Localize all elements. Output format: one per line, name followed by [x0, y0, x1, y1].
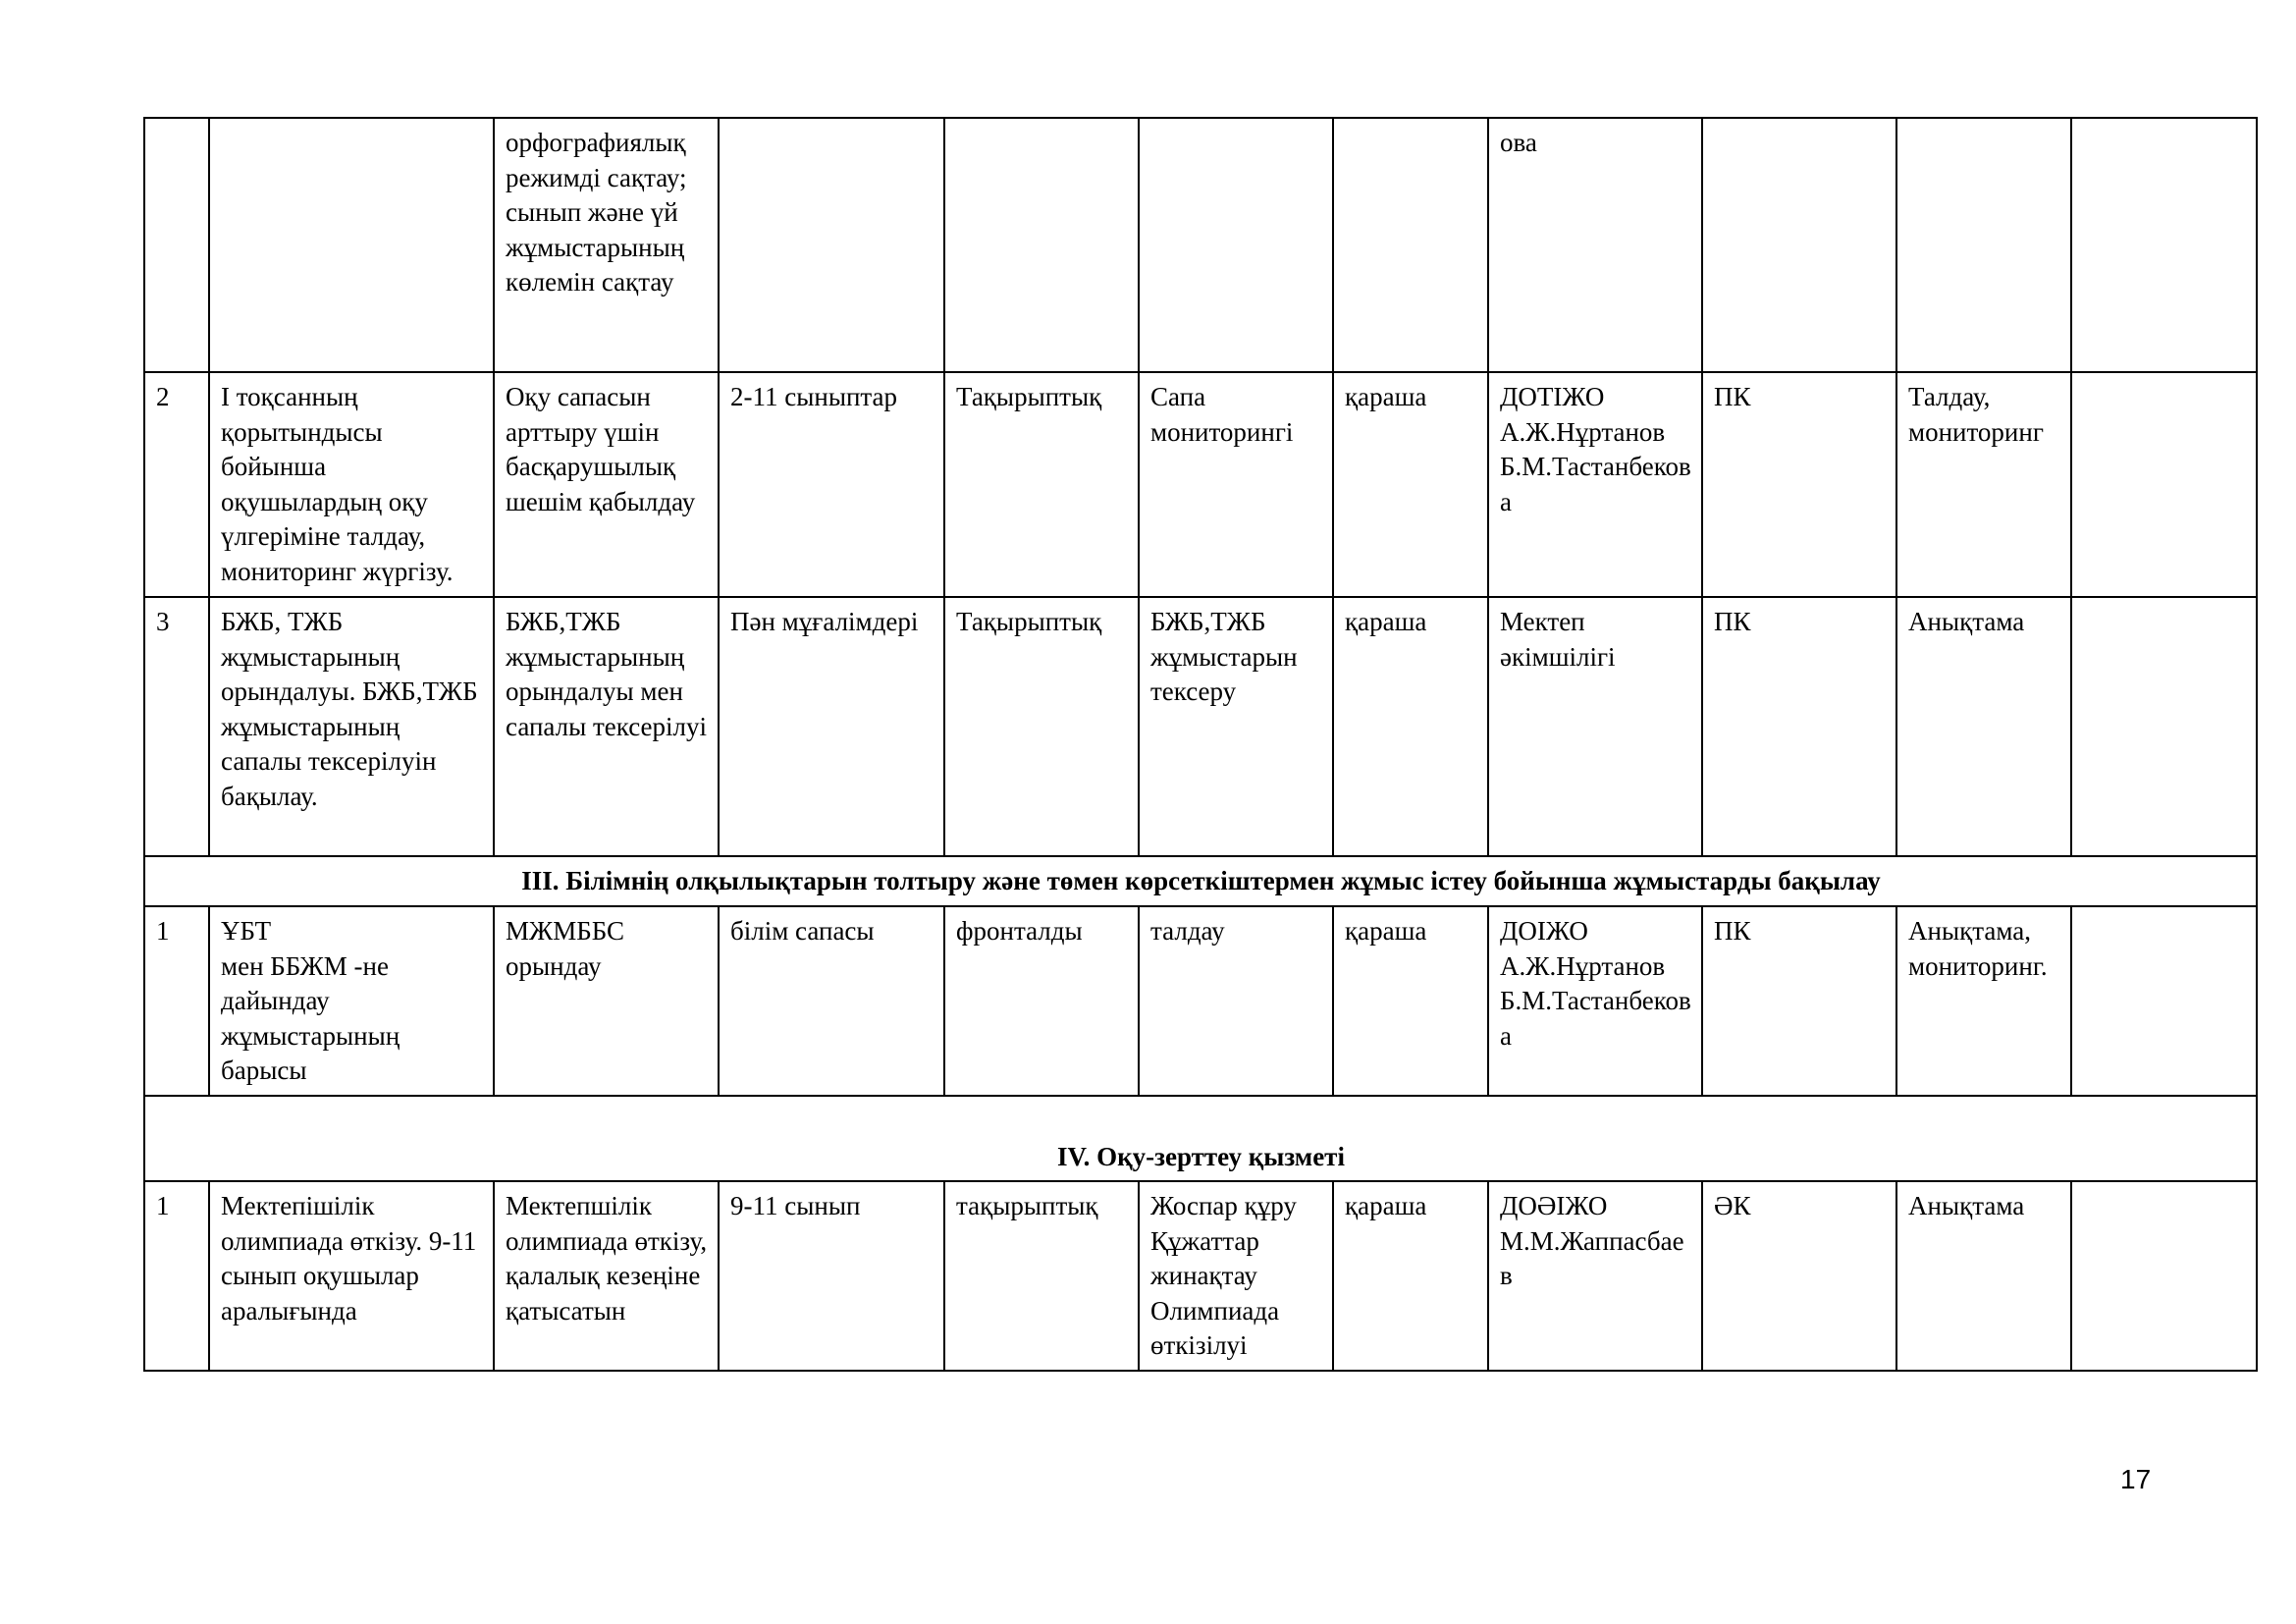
cell-object: Пән мұғалімдері: [719, 597, 944, 856]
cell-extra: [2071, 1181, 2257, 1371]
cell-goal: БЖБ,ТЖБ жұмыстарының орындалуы мен сапалы тексерілуі: [494, 597, 719, 856]
cell-result: Анықтама: [1896, 597, 2071, 856]
table-row: [144, 597, 2257, 856]
cell-responsible: ДОӘІЖО М.М.Жаппасбаев: [1488, 1181, 1702, 1371]
cell-responsible: ДОІЖО А.Ж.Нұртанов Б.М.Тастанбекова: [1488, 906, 1702, 1096]
cell-responsible: ДОТІЖО А.Ж.Нұртанов Б.М.Тастанбекова: [1488, 372, 1702, 597]
cell-topic: Мектепішілік олимпиада өткізу. 9-11 сынып оқушылар аралығында: [209, 1181, 494, 1371]
cell-type: фронталды: [944, 906, 1139, 1096]
cell-extra: [2071, 118, 2257, 372]
cell-type: Тақырыптық: [944, 597, 1139, 856]
cell-result: Талдау, мониторинг: [1896, 372, 2071, 597]
table-row: [144, 1181, 2257, 1371]
cell-method: Сапа мониторингі: [1139, 372, 1333, 597]
cell-topic: ҰБТ мен ББЖМ -не дайындау жұмыстарының барысы: [209, 906, 494, 1096]
cell-number: [144, 118, 209, 372]
cell-object: 2-11 сыныптар: [719, 372, 944, 597]
cell-method: Жоспар құру Құжаттар жинақтау Олимпиада өткізілуі: [1139, 1181, 1333, 1371]
table-row: [144, 118, 2257, 372]
cell-venue: ПК: [1702, 906, 1896, 1096]
cell-method: БЖБ,ТЖБ жұмыстарын тексеру: [1139, 597, 1333, 856]
cell-number: 1: [144, 1181, 209, 1371]
cell-goal: орфографиялық режимді сақтау; сынып және үй жұмыстарының көлемін сақтау: [494, 118, 719, 372]
section-heading: ІV. Оқу-зерттеу қызметі: [144, 1096, 2257, 1181]
cell-topic: І тоқсанның қорытындысы бойынша оқушылардың оқу үлгеріміне талдау, мониторинг жүргізу.: [209, 372, 494, 597]
cell-result: Анықтама: [1896, 1181, 2071, 1371]
section-row: [144, 856, 2257, 906]
cell-object: [719, 118, 944, 372]
cell-number: 3: [144, 597, 209, 856]
cell-method: талдау: [1139, 906, 1333, 1096]
cell-date: қараша: [1333, 906, 1488, 1096]
cell-venue: ӘК: [1702, 1181, 1896, 1371]
table-row: [144, 906, 2257, 1096]
cell-result: [1896, 118, 2071, 372]
cell-date: қараша: [1333, 372, 1488, 597]
cell-type: тақырыптық: [944, 1181, 1139, 1371]
cell-date: қараша: [1333, 1181, 1488, 1371]
section-heading: ІІІ. Білімнің олқылықтарын толтыру және төмен көрсеткіштермен жұмыс істеу бойынша жұмыстарды бақылау: [144, 856, 2257, 906]
cell-extra: [2071, 597, 2257, 856]
cell-venue: [1702, 118, 1896, 372]
cell-number: 1: [144, 906, 209, 1096]
cell-extra: [2071, 906, 2257, 1096]
cell-type: [944, 118, 1139, 372]
cell-venue: ПК: [1702, 372, 1896, 597]
cell-extra: [2071, 372, 2257, 597]
cell-object: білім сапасы: [719, 906, 944, 1096]
cell-topic: БЖБ, ТЖБ жұмыстарының орындалуы. БЖБ,ТЖБ жұмыстарының сапалы тексерілуін бақылау.: [209, 597, 494, 856]
cell-result: Анықтама, мониторинг.: [1896, 906, 2071, 1096]
cell-method: [1139, 118, 1333, 372]
cell-type: Тақырыптық: [944, 372, 1139, 597]
cell-date: [1333, 118, 1488, 372]
control-plan-table: [143, 117, 2258, 1372]
table-row: [144, 372, 2257, 597]
cell-venue: ПК: [1702, 597, 1896, 856]
cell-topic: [209, 118, 494, 372]
cell-object: 9-11 сынып: [719, 1181, 944, 1371]
cell-number: 2: [144, 372, 209, 597]
cell-responsible: Мектеп әкімшілігі: [1488, 597, 1702, 856]
cell-goal: МЖМББС орындау: [494, 906, 719, 1096]
section-row: [144, 1096, 2257, 1181]
cell-goal: Мектепшілік олимпиада өткізу, қалалық кезеңіне қатысатын: [494, 1181, 719, 1371]
cell-date: қараша: [1333, 597, 1488, 856]
cell-responsible: ова: [1488, 118, 1702, 372]
cell-goal: Оқу сапасын арттыру үшін басқарушылық шешім қабылдау: [494, 372, 719, 597]
page-number: 17: [2120, 1464, 2152, 1494]
